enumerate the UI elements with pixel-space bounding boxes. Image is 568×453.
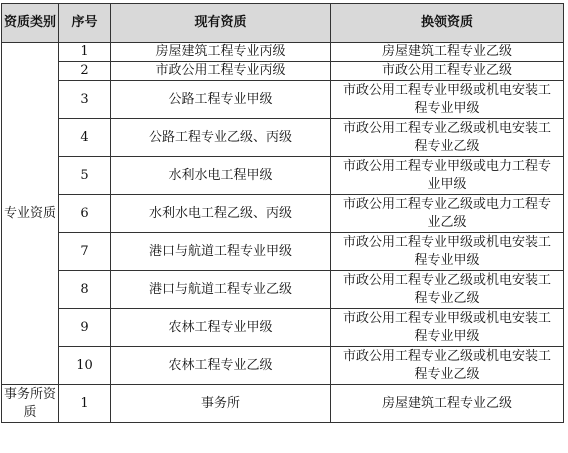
exchange-qualification-cell: 市政公用工程专业乙级或机电安装工程专业乙级 xyxy=(331,347,564,385)
category-cell: 事务所资质 xyxy=(2,385,59,423)
current-qualification-cell: 房屋建筑工程专业丙级 xyxy=(111,43,331,62)
seq-cell: 1 xyxy=(59,385,111,423)
current-qualification-cell: 港口与航道工程专业甲级 xyxy=(111,233,331,271)
table-row xyxy=(2,157,564,195)
qualification-table-container xyxy=(1,3,564,423)
header-current: 现有资质 xyxy=(111,4,331,43)
table-row xyxy=(2,62,564,81)
current-qualification-cell: 公路工程专业乙级、丙级 xyxy=(111,119,331,157)
exchange-qualification-cell: 市政公用工程专业乙级或电力工程专业乙级 xyxy=(331,195,564,233)
seq-cell: 6 xyxy=(59,195,111,233)
current-qualification-cell: 市政公用工程专业丙级 xyxy=(111,62,331,81)
seq-cell: 7 xyxy=(59,233,111,271)
exchange-qualification-cell: 市政公用工程专业甲级或机电安装工程专业甲级 xyxy=(331,81,564,119)
exchange-qualification-cell: 市政公用工程专业乙级或机电安装工程专业乙级 xyxy=(331,119,564,157)
current-qualification-cell: 水利水电工程乙级、丙级 xyxy=(111,195,331,233)
table-row xyxy=(2,271,564,309)
table-row xyxy=(2,385,564,423)
exchange-qualification-cell: 房屋建筑工程专业乙级 xyxy=(331,385,564,423)
seq-cell: 5 xyxy=(59,157,111,195)
qualification-table xyxy=(1,3,564,423)
header-exchange: 换领资质 xyxy=(331,4,564,43)
seq-cell: 1 xyxy=(59,43,111,62)
table-row xyxy=(2,43,564,62)
current-qualification-cell: 公路工程专业甲级 xyxy=(111,81,331,119)
seq-cell: 9 xyxy=(59,309,111,347)
current-qualification-cell: 事务所 xyxy=(111,385,331,423)
exchange-qualification-cell: 市政公用工程专业甲级或机电安装工程专业甲级 xyxy=(331,233,564,271)
current-qualification-cell: 水利水电工程甲级 xyxy=(111,157,331,195)
table-body xyxy=(2,43,564,423)
header-seq: 序号 xyxy=(59,4,111,43)
table-row xyxy=(2,309,564,347)
exchange-qualification-cell: 市政公用工程专业甲级或电力工程专业甲级 xyxy=(331,157,564,195)
table-row xyxy=(2,81,564,119)
seq-cell: 2 xyxy=(59,62,111,81)
current-qualification-cell: 港口与航道工程专业乙级 xyxy=(111,271,331,309)
category-cell: 专业资质 xyxy=(2,43,59,385)
header-category: 资质类别 xyxy=(2,4,59,43)
seq-cell: 8 xyxy=(59,271,111,309)
seq-cell: 10 xyxy=(59,347,111,385)
current-qualification-cell: 农林工程专业乙级 xyxy=(111,347,331,385)
exchange-qualification-cell: 房屋建筑工程专业乙级 xyxy=(331,43,564,62)
current-qualification-cell: 农林工程专业甲级 xyxy=(111,309,331,347)
header-row xyxy=(2,4,564,43)
table-row xyxy=(2,119,564,157)
table-row xyxy=(2,347,564,385)
exchange-qualification-cell: 市政公用工程专业乙级 xyxy=(331,62,564,81)
exchange-qualification-cell: 市政公用工程专业甲级或机电安装工程专业甲级 xyxy=(331,309,564,347)
table-row xyxy=(2,233,564,271)
seq-cell: 4 xyxy=(59,119,111,157)
seq-cell: 3 xyxy=(59,81,111,119)
table-row xyxy=(2,195,564,233)
exchange-qualification-cell: 市政公用工程专业乙级或机电安装工程专业乙级 xyxy=(331,271,564,309)
